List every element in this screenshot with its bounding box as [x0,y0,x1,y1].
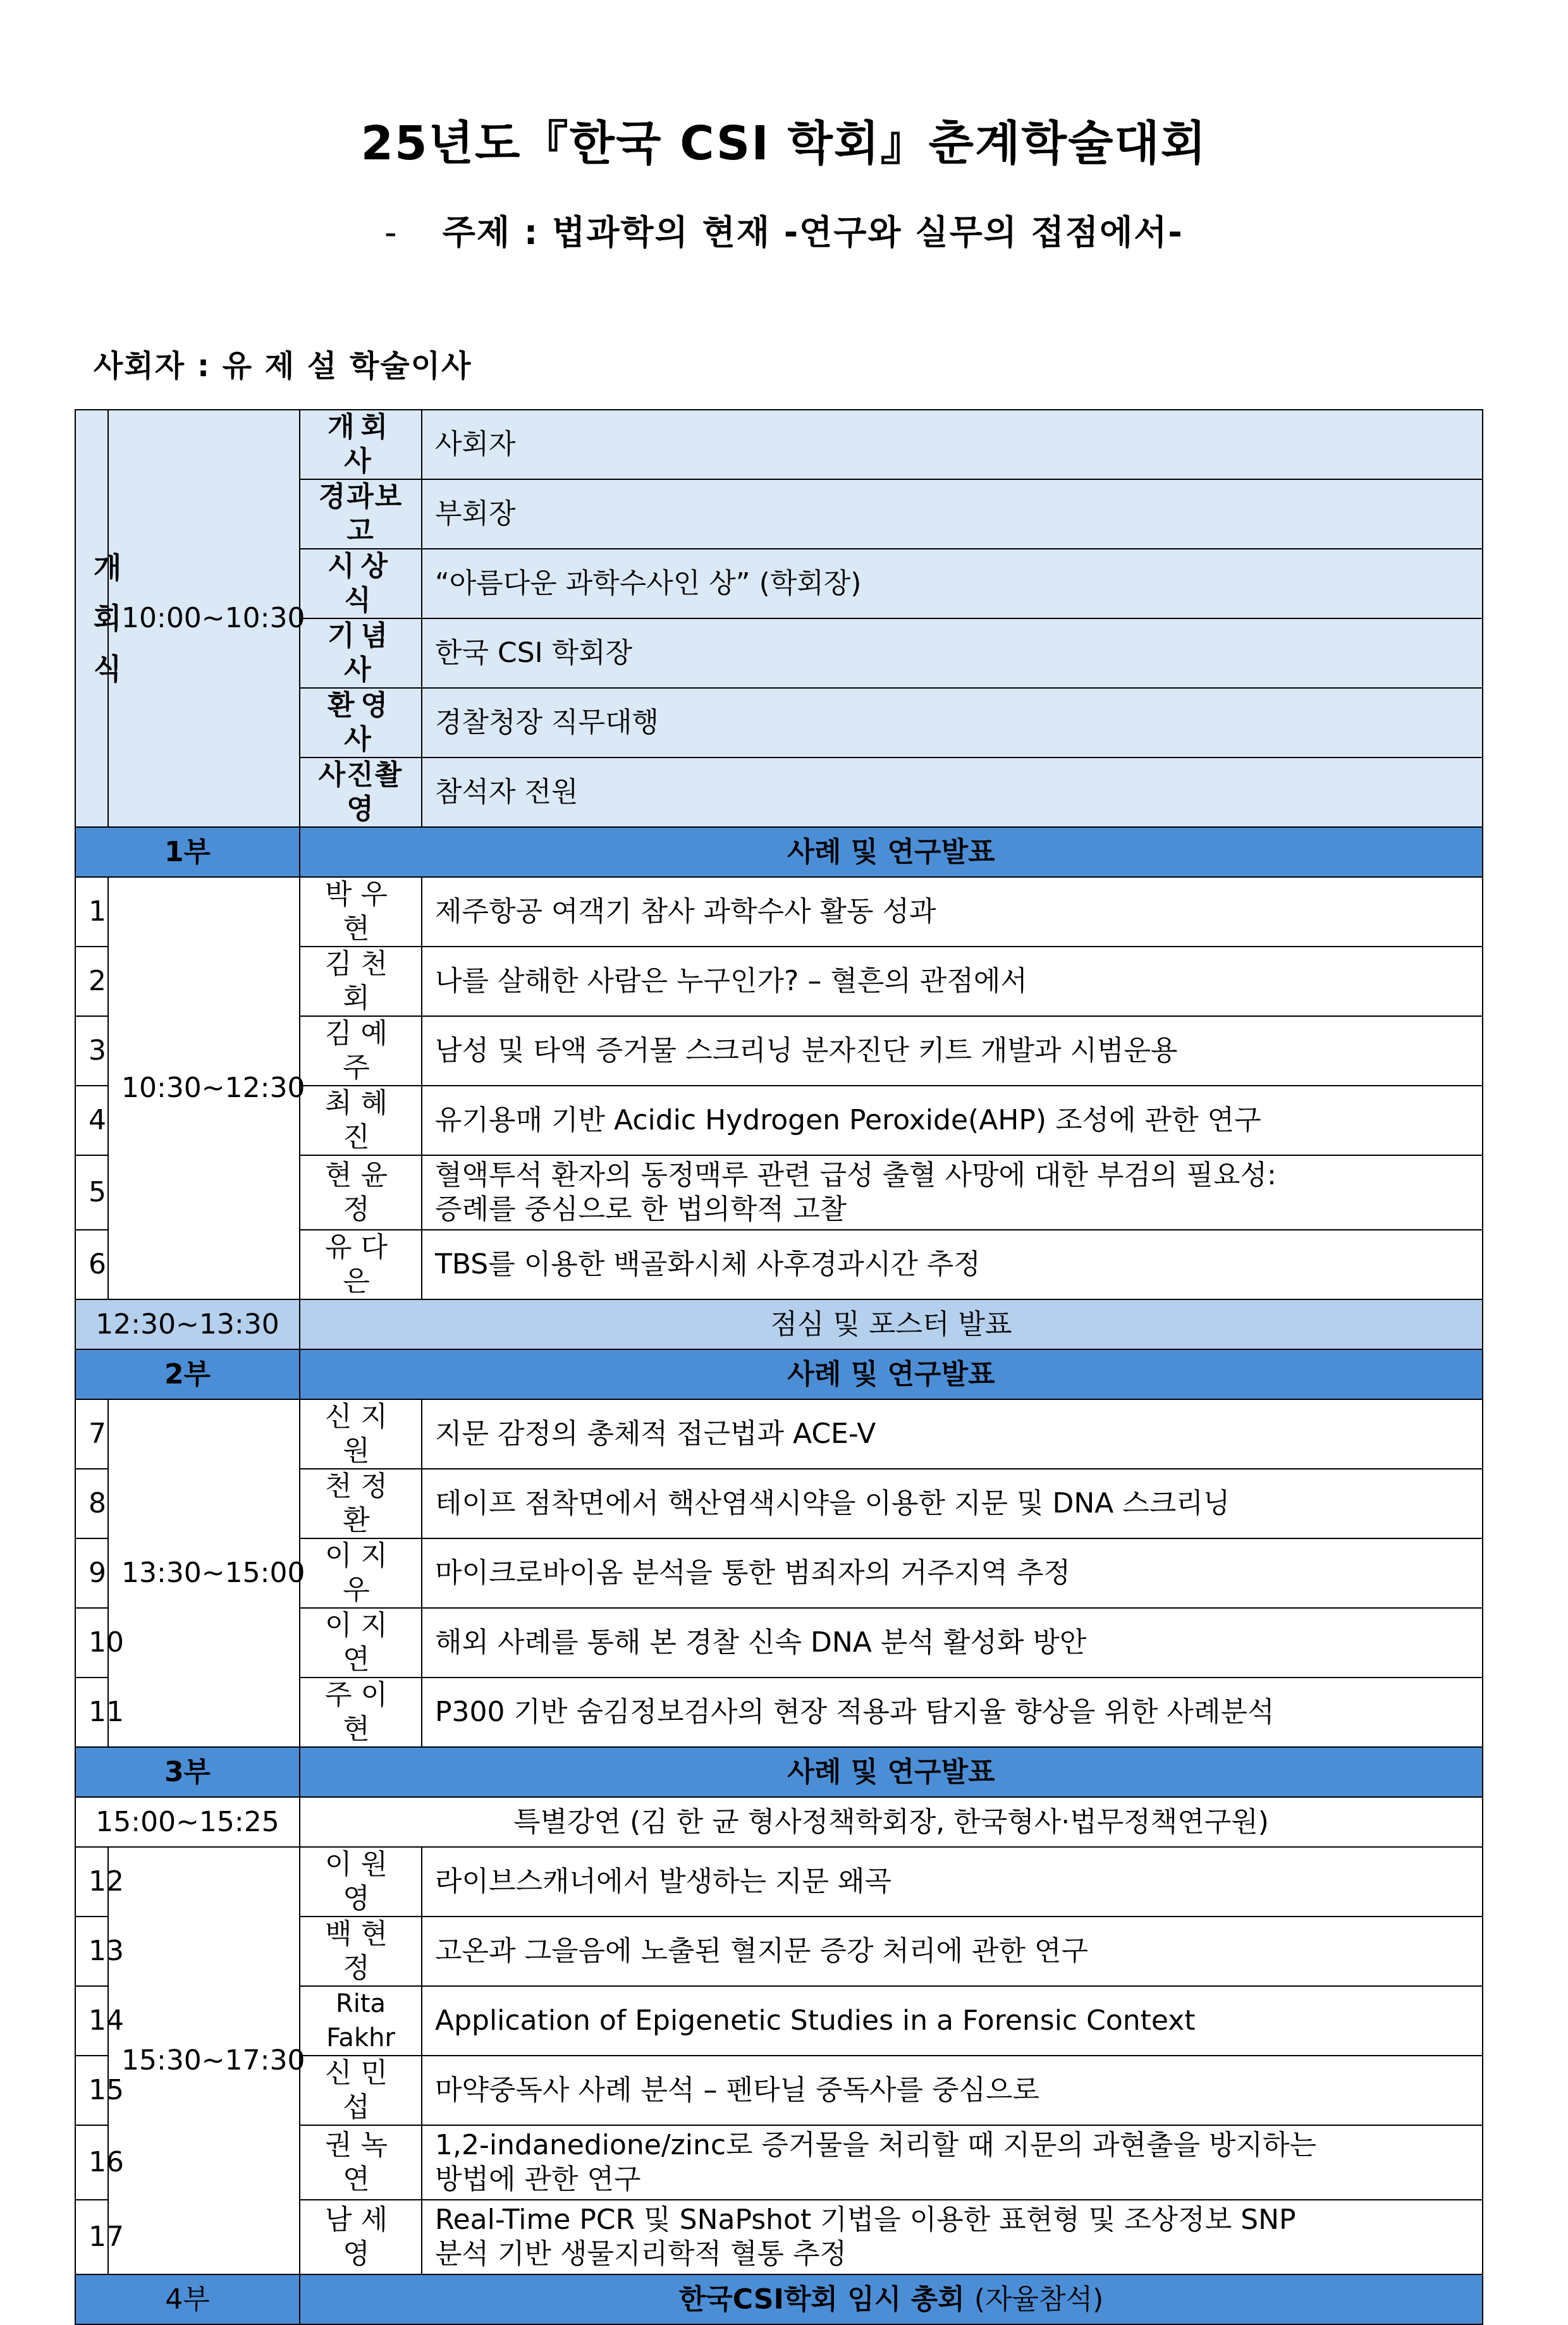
opening-person: 참석자 전원 [422,758,1483,827]
talk-row [75,1847,1483,1917]
talk-number: 5 [75,1155,108,1230]
special-lecture-label: 특별강연 (김 한 균 형사정책학회장, 한국형사·법무정책연구원) [300,1797,1483,1847]
talk-title: 마약중독사 사례 분석 – 펜타닐 중독사를 중심으로 [422,2056,1483,2125]
talk-title: 유기용매 기반 Acidic Hydrogen Peroxide(AHP) 조성에 관한 연구 [422,1086,1483,1155]
talk-title: 나를 살해한 사람은 누구인가? – 혈흔의 관점에서 [422,947,1483,1016]
subtitle-text: 주제 : 법과학의 현재 -연구와 실무의 접점에서- [442,212,1184,252]
speaker-name: 이지우 [300,1538,422,1608]
page-subtitle [0,206,1568,254]
talk-number: 15 [75,2056,108,2125]
talk-number: 9 [75,1538,108,1608]
talk-title: P300 기반 숨김정보검사의 현장 적용과 탐지율 향상을 위한 사례분석 [422,1678,1483,1747]
talk-title: 지문 감정의 총체적 접근법과 ACE-V [422,1399,1483,1469]
talk-title-line: 방법에 관한 연구 [435,2163,641,2195]
session-time: 13:30~15:00 [108,1399,300,1747]
talk-number: 6 [75,1230,108,1299]
opening-person: 부회장 [422,479,1483,549]
speaker-name: 천정환 [300,1469,422,1538]
speaker-name: 신지원 [300,1399,422,1469]
lunch-time: 12:30~13:30 [75,1299,300,1349]
general-meeting-title: 한국CSI학회 임시 총회 [678,2283,965,2316]
speaker-name: 최혜진 [300,1086,422,1155]
special-lecture-row [75,1797,1483,1847]
opening-label-cell [75,410,122,827]
opening-time: 10:00~10:30 [108,410,300,827]
page-title: 25년도『한국 CSI 학회』춘계학술대회 [360,116,1208,171]
talk-number: 14 [75,1986,108,2056]
section-heading: 사례 및 연구발표 [300,1747,1483,1797]
talk-title: TBS를 이용한 백골화시체 사후경과시간 추정 [422,1230,1483,1299]
opening-role: 시상식 [300,549,422,618]
talk-title [422,2200,1483,2274]
talk-number: 13 [75,1917,108,1986]
speaker-name: 김천회 [300,947,422,1016]
opening-person: 한국 CSI 학회장 [422,618,1483,688]
opening-label-char: 회 [93,601,122,635]
section-header-row [75,1349,1483,1399]
opening-person: 경찰청장 직무대행 [422,688,1483,758]
opening-role: 사진촬영 [300,758,422,827]
speaker-name: 이원영 [300,1847,422,1917]
special-lecture-time: 15:00~15:25 [75,1797,300,1847]
talk-number: 7 [75,1399,108,1469]
opening-role: 개회사 [300,410,422,479]
talk-title [422,2125,1483,2200]
opening-label-char: 식 [93,652,122,686]
talk-title: 제주항공 여객기 참사 과학수사 활동 성과 [422,877,1483,947]
talk-title-line: 분석 기반 생물지리학적 혈통 추정 [435,2238,847,2270]
talk-title: 남성 및 타액 증거물 스크리닝 분자진단 키트 개발과 시범운용 [422,1016,1483,1086]
speaker-name: 백현정 [300,1917,422,1986]
speaker-name: 김예주 [300,1016,422,1086]
opening-label [89,543,126,694]
speaker-name: 현윤정 [300,1155,422,1230]
speaker-name: 유다은 [300,1230,422,1299]
section-header-row [75,1747,1483,1797]
section-header-row [75,827,1483,877]
opening-person: 사회자 [422,410,1483,479]
opening-label-char: 개 [93,551,122,585]
talk-row [75,1399,1483,1469]
talk-number: 10 [75,1608,108,1678]
talk-title: 라이브스캐너에서 발생하는 지문 왜곡 [422,1847,1483,1917]
general-meeting-note: (자율참석) [974,2283,1104,2316]
moderator-line: 사회자 : 유 제 설 학술이사 [94,348,472,384]
talk-title: Application of Epigenetic Studies in a Forensic Context [422,1986,1483,2056]
talk-title-line: 혈액투석 환자의 동정맥루 관련 급성 출혈 사망에 대한 부검의 필요성: [435,1159,1277,1191]
talk-title [422,1155,1483,1230]
speaker-name: 박우현 [300,877,422,947]
talk-title-line: 증례를 중심으로 한 법의학적 고찰 [435,1193,847,1225]
lunch-row [75,1299,1483,1349]
opening-role: 환영사 [300,688,422,758]
section-heading: 사례 및 연구발표 [300,1349,1483,1399]
talk-title: 고온과 그을음에 노출된 혈지문 증강 처리에 관한 연구 [422,1917,1483,1986]
section-label: 4부 [75,2274,300,2324]
speaker-name: 권녹연 [300,2125,422,2200]
section-heading: 사례 및 연구발표 [300,827,1483,877]
subtitle-dash: - [384,212,398,252]
general-meeting-heading [300,2274,1483,2324]
speaker-name: 남세영 [300,2200,422,2274]
talk-title-line: 1,2-indanedione/zinc로 증거물을 처리할 때 지문의 과현출을 방지하는 [435,2129,1317,2161]
talk-number: 12 [75,1847,108,1917]
talk-title: 테이프 점착면에서 핵산염색시약을 이용한 지문 및 DNA 스크리닝 [422,1469,1483,1538]
talk-title-line: Real-Time PCR 및 SNaPshot 기법을 이용한 표현형 및 조상정보 SNP [435,2204,1296,2236]
talk-number: 3 [75,1016,108,1086]
schedule-table [75,409,1483,2325]
session-time: 15:30~17:30 [108,1847,300,2274]
talk-number: 17 [75,2200,108,2274]
speaker-name: 주이현 [300,1678,422,1747]
talk-number: 2 [75,947,108,1016]
talk-title: 마이크로바이옴 분석을 통한 범죄자의 거주지역 추정 [422,1538,1483,1608]
session-time: 10:30~12:30 [108,877,300,1299]
section-label: 2부 [75,1349,300,1399]
talk-number: 1 [75,877,108,947]
opening-row [75,410,1483,479]
talk-number: 8 [75,1469,108,1538]
section-label: 1부 [75,827,300,877]
opening-role: 기념사 [300,618,422,688]
opening-role: 경과보고 [300,479,422,549]
speaker-name: 신민섭 [300,2056,422,2125]
section-header-row [75,2274,1483,2324]
section-label: 3부 [75,1747,300,1797]
talk-number: 11 [75,1678,108,1747]
lunch-label: 점심 및 포스터 발표 [300,1299,1483,1349]
talk-number: 4 [75,1086,108,1155]
speaker-name: Rita Fakhr [300,1986,422,2056]
talk-number: 16 [75,2125,108,2200]
talk-title: 해외 사례를 통해 본 경찰 신속 DNA 분석 활성화 방안 [422,1608,1483,1678]
speaker-name: 이지연 [300,1608,422,1678]
opening-person: “아름다운 과학수사인 상” (학회장) [422,549,1483,618]
talk-row [75,877,1483,947]
